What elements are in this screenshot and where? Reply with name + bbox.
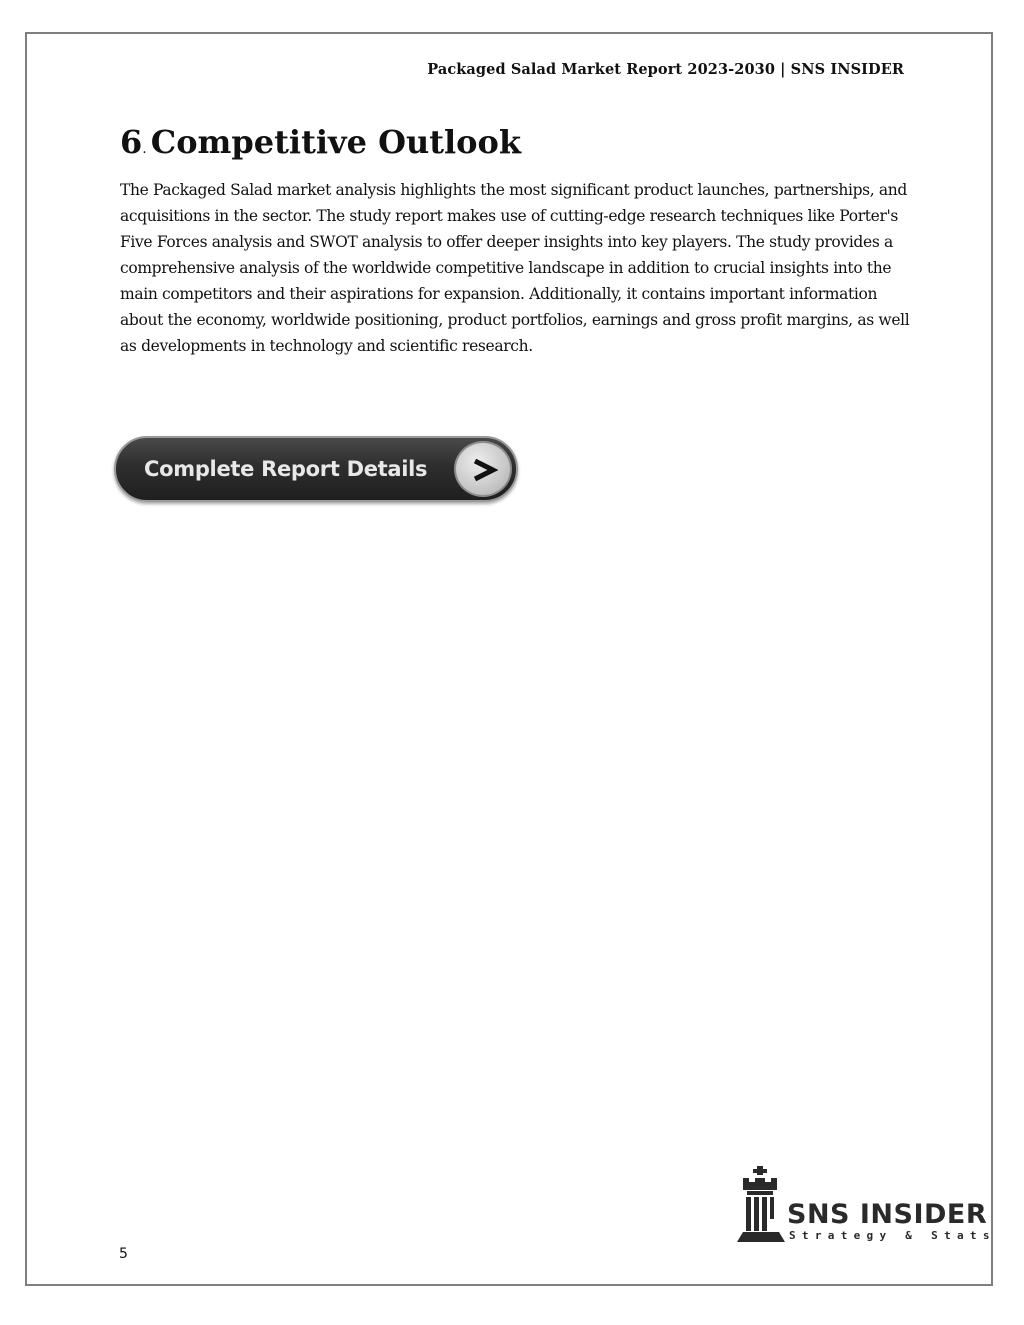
chevron-right-icon bbox=[470, 456, 498, 484]
section-title: Competitive Outlook bbox=[150, 123, 522, 161]
complete-report-details-button[interactable] bbox=[114, 436, 518, 502]
section-heading bbox=[120, 121, 521, 170]
logo-tagline: Strategy & Stats bbox=[789, 1229, 996, 1242]
sns-insider-logo bbox=[735, 1166, 996, 1246]
page-number: 5 bbox=[119, 1246, 128, 1262]
running-header: Packaged Salad Market Report 2023-2030 | SNS INSIDER bbox=[427, 61, 904, 78]
logo-brand-text: SNS INSIDER bbox=[787, 1199, 988, 1230]
section-number-separator: . bbox=[142, 141, 147, 157]
section-number: 6 bbox=[120, 123, 143, 161]
section-body-paragraph: The Packaged Salad market analysis highlights the most significant product launches, partnerships, and acquisitions in the sector. The study report makes use of cutting-edge research techniques like Porter's Five Forces analysis and SWOT analysis to offer deeper insights into key players. The study provides a comprehensive analysis of the worldwide competitive landscape in addition to crucial insights into the main competitors and their aspirations for expansion. Additionally, it contains important information about the economy, worldwide positioning, product portfolios, earnings and gross profit margins, as well as developments in technology and scientific research. bbox=[120, 181, 910, 355]
report-button-arrow bbox=[454, 441, 512, 497]
chess-king-icon bbox=[735, 1166, 787, 1244]
report-button-label: Complete Report Details bbox=[144, 457, 428, 481]
